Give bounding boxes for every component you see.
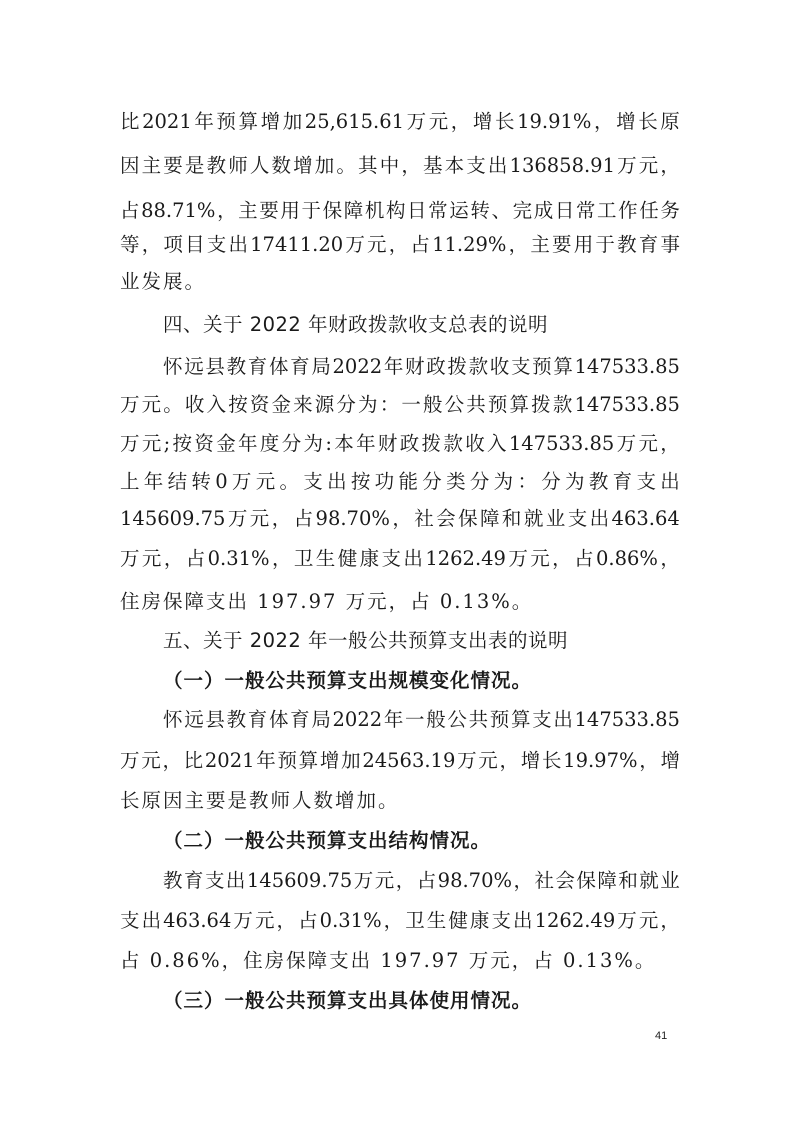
text-line: 占 88.71% ， 主 要 用 于 保 障 机 构 日 常 运 转 、 完 成 日 常 工 作 任 务	[120, 199, 680, 222]
text-line: 占 0.86%，住房保障支出 197.97 万元，占 0.13%。	[120, 949, 657, 972]
text-line: 因 主 要 是 教 师 人 数 增 加 。 其 中 ， 基 本 支 出 136858.91 万 元 ，	[120, 154, 680, 177]
text-line: 教 育 支 出 145609.75 万 元 ， 占 98.70% ， 社 会 保 障 和 就 业	[163, 869, 680, 892]
subheading-1: （一）一般公共预算支出规模变化情况。	[163, 669, 533, 692]
text-line: 住房保障支出 197.97 万元，占 0.13%。	[120, 590, 534, 613]
text-line: 支 出 463.64 万 元 ， 占 0.31% ， 卫 生 健 康 支 出 1262.49 万 元 ，	[120, 909, 680, 932]
text-line: 怀 远 县 教 育 体 育 局 2022 年 财 政 拨 款 收 支 预 算 147533.85	[163, 355, 680, 378]
text-line: 145609.75 万 元 ， 占 98.70% ， 社 会 保 障 和 就 业 支 出 463.64	[120, 507, 680, 530]
section-heading-4: 四、关于 2022 年财政拨款收支总表的说明	[163, 313, 549, 336]
text-line: 长原因主要是教师人数增加。	[120, 789, 400, 812]
section-heading-5: 五、关于 2022 年一般公共预算支出表的说明	[163, 629, 569, 652]
text-line: 万 元 。 收 入 按 资 金 来 源 分 为 ： 一 般 公 共 预 算 拨 款 147533.85	[120, 393, 680, 416]
text-line: 等 ， 项 目 支 出 17411.20 万 元 ， 占 11.29% ， 主 要 用 于 教 育 事	[120, 233, 680, 256]
text-line: 上 年 结 转 0 万 元 。 支 出 按 功 能 分 类 分 为 ： 分 为 教 育 支 出	[120, 470, 680, 493]
subheading-3: （三）一般公共预算支出具体使用情况。	[163, 989, 533, 1012]
text-line: 万 元 ; 按 资 金 年 度 分 为 : 本 年 财 政 拨 款 收 入 147533.85 万 元 ，	[120, 432, 680, 455]
text-line: 万 元 ， 比 2021 年 预 算 增 加 24563.19 万 元 ， 增 长 19.97% ， 增	[120, 749, 680, 772]
page-number: 41	[655, 1030, 668, 1042]
text-line: 怀 远 县 教 育 体 育 局 2022 年 一 般 公 共 预 算 支 出 147533.85	[163, 708, 680, 731]
text-line: 万 元 ， 占 0.31% ， 卫 生 健 康 支 出 1262.49 万 元 ， 占 0.86% ，	[120, 547, 680, 570]
text-line: 业发展。	[120, 270, 207, 293]
subheading-2: （二）一般公共预算支出结构情况。	[163, 829, 492, 852]
text-line: 比 2021 年 预 算 增 加 25,615.61 万 元 ， 增 长 19.91% ， 增 长 原	[120, 110, 680, 133]
